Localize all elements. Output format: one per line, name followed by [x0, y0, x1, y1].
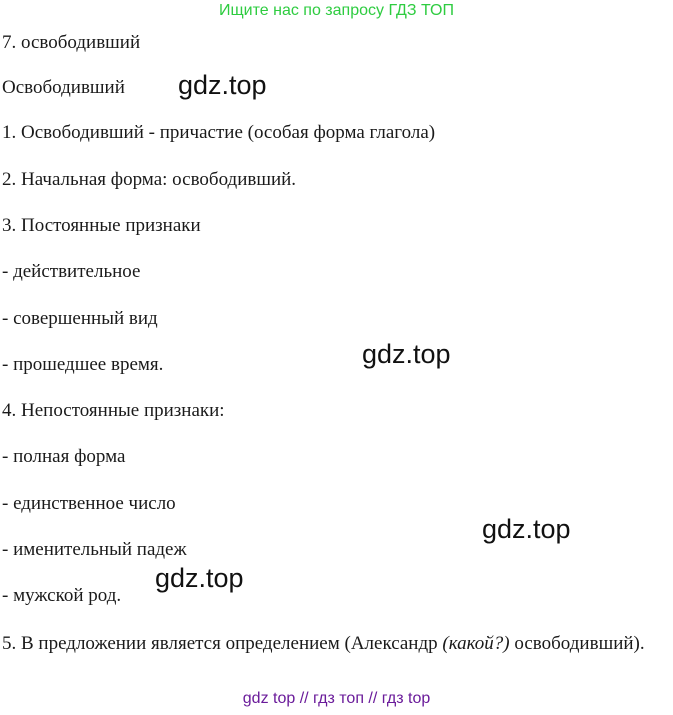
parse-step-5-text-end: освободивший).	[509, 633, 645, 654]
parse-step-5-text: 5. В предложении является определением (Александр	[2, 633, 443, 654]
watermark: gdz.top	[178, 70, 267, 100]
variable-feature-item: - именительный падеж	[2, 539, 187, 560]
variable-feature-item: - мужской род.	[2, 585, 122, 606]
watermark: gdz.top	[482, 514, 571, 544]
constant-feature-item: - прошедшее время.	[2, 354, 164, 375]
word-heading: Освободивший	[2, 77, 125, 98]
task-number-title: 7. освободивший	[2, 32, 141, 53]
parse-step-1: 1. Освободивший - причастие (особая форма глагола)	[2, 122, 436, 143]
variable-feature-item: - полная форма	[2, 446, 126, 467]
footer-banner: gdz top // гдз топ // гдз top	[242, 690, 431, 707]
constant-feature-item: - совершенный вид	[2, 308, 158, 329]
constant-feature-item: - действительное	[2, 261, 141, 282]
parse-step-3: 3. Постоянные признаки	[2, 215, 201, 236]
watermark: gdz.top	[155, 563, 244, 593]
variable-feature-item: - единственное число	[2, 493, 176, 514]
parse-step-4: 4. Непостоянные признаки:	[2, 400, 225, 421]
parse-step-5-question: (какой?)	[442, 633, 510, 654]
watermark: gdz.top	[362, 339, 451, 369]
parse-step-2: 2. Начальная форма: освободивший.	[2, 169, 297, 190]
parse-step-5	[2, 630, 670, 658]
search-hint-banner: Ищите нас по запросу ГДЗ ТОП	[219, 2, 454, 19]
